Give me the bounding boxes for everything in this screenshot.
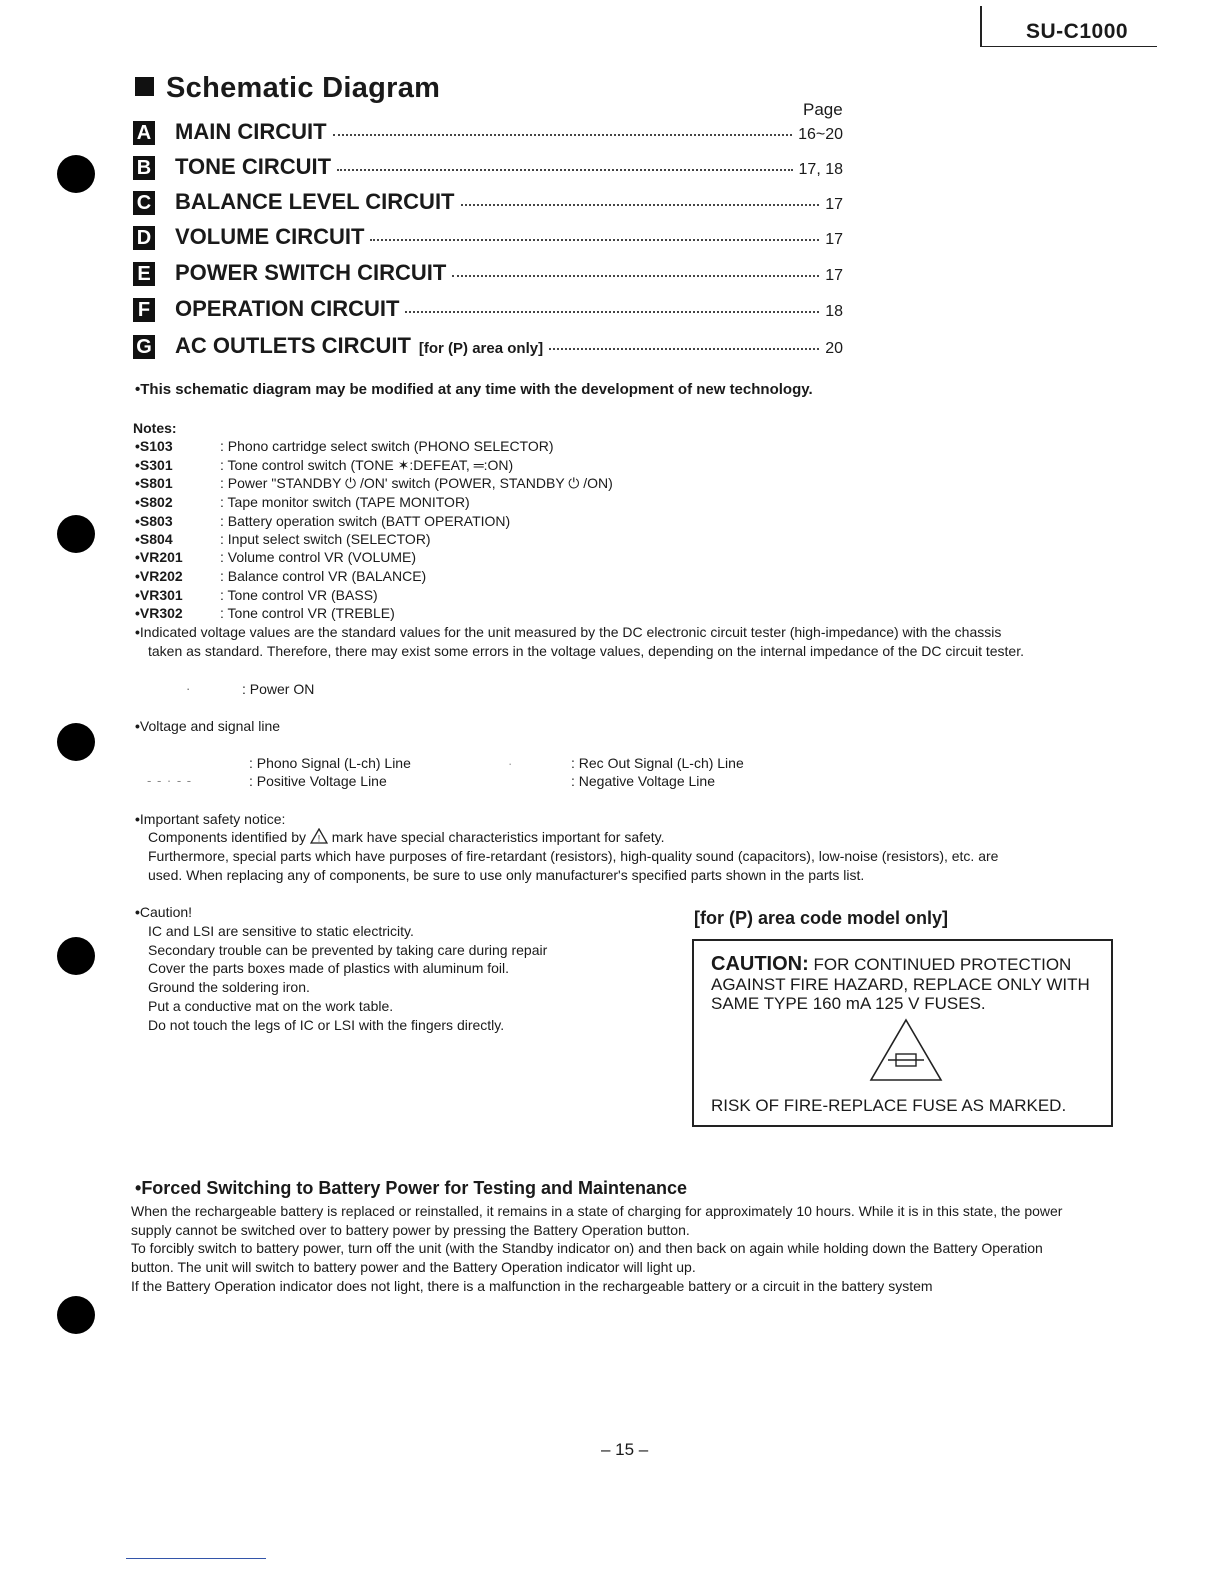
- caution-title: • Caution!: [135, 903, 192, 922]
- toc-page: 17, 18: [798, 161, 843, 178]
- fuse-caution-line2: AGAINST FIRE HAZARD, REPLACE ONLY WITH: [711, 975, 1090, 994]
- toc-row[interactable]: [133, 119, 843, 149]
- note-item: [135, 531, 431, 549]
- letter-f-icon: F: [133, 298, 155, 322]
- toc-page: 17: [825, 196, 843, 213]
- toc-leader-dots: [370, 239, 819, 241]
- rec-out-signal-line: : Rec Out Signal (L-ch) Line: [571, 755, 744, 771]
- toc-sublabel: [for (P) area only]: [418, 340, 544, 357]
- p-area-heading: [for (P) area code model only]: [694, 908, 949, 928]
- note-desc: : Balance control VR (BALANCE): [220, 568, 427, 584]
- footer-rule: [126, 1558, 266, 1559]
- toc-label: BALANCE LEVEL CIRCUIT: [175, 189, 455, 214]
- forced-switch-line: supply cannot be switched over to battery power by pressing the Battery Operation button.: [131, 1222, 690, 1238]
- note-desc: : Power "STANDBY ⏻ /ON' switch (POWER, STANDBY ⏻ /ON): [220, 475, 613, 491]
- toc-page: 16~20: [798, 126, 843, 143]
- fuse-caution-line1: [711, 953, 1071, 976]
- caution-line: IC and LSI are sensitive to static electricity.: [148, 923, 414, 939]
- caution-line: Do not touch the legs of IC or LSI with the fingers directly.: [148, 1017, 505, 1033]
- caution-rest: FOR CONTINUED PROTECTION: [813, 955, 1072, 974]
- page-number: – 15 –: [601, 1440, 649, 1459]
- fuse-caution-line3: SAME TYPE 160 mA 125 V FUSES.: [711, 994, 986, 1013]
- letter-g-icon: G: [133, 335, 155, 359]
- page-title-text: Schematic Diagram: [166, 72, 441, 104]
- note-key: • VR201: [135, 549, 220, 565]
- toc-page: 20: [825, 340, 843, 357]
- note-desc: : Volume control VR (VOLUME): [220, 549, 417, 565]
- toc-label: VOLUME CIRCUIT: [175, 224, 365, 249]
- forced-switch-title: • Forced Switching to Battery Power for Testing and Maintenance: [135, 1178, 687, 1199]
- note-desc: : Tape monitor switch (TAPE MONITOR): [220, 494, 470, 510]
- warning-triangle-icon: [310, 828, 328, 844]
- letter-c-icon: C: [133, 191, 155, 215]
- forced-switch-line: button. The unit will switch to battery power and the Battery Operation indicator will light up.: [131, 1259, 696, 1275]
- toc-leader-dots: [549, 348, 819, 350]
- toc-label: OPERATION CIRCUIT: [175, 296, 400, 321]
- rec-out-line-symbol-icon: ·: [508, 756, 513, 771]
- safety-line1-pre: Components identified by: [148, 829, 306, 845]
- note-key: • VR202: [135, 568, 220, 584]
- toc-label: MAIN CIRCUIT: [175, 119, 327, 144]
- safety-line1: [148, 828, 665, 847]
- toc-label: POWER SWITCH CIRCUIT: [175, 260, 447, 285]
- note-key: • VR301: [135, 587, 220, 603]
- note-desc: : Tone control VR (BASS): [220, 587, 378, 603]
- toc-label: AC OUTLETS CIRCUIT: [175, 333, 411, 358]
- toc-page-header: Page: [803, 100, 843, 119]
- note-item: [135, 475, 613, 493]
- fuse-risk-text: RISK OF FIRE-REPLACE FUSE AS MARKED.: [711, 1096, 1067, 1115]
- positive-voltage-line: : Positive Voltage Line: [249, 773, 387, 789]
- negative-voltage-line: : Negative Voltage Line: [571, 773, 715, 789]
- note-desc: : Tone control VR (TREBLE): [220, 605, 395, 621]
- note-item: [135, 457, 513, 475]
- toc-row[interactable]: [133, 189, 843, 219]
- note-item: [135, 494, 470, 512]
- note-key: • S803: [135, 513, 220, 529]
- toc-label: TONE CIRCUIT: [175, 154, 332, 179]
- voltage-note-line1: • Indicated voltage values are the standard values for the unit measured by the DC electronic circuit tester (high-impedance) with the chassis: [135, 623, 1135, 642]
- toc-leader-dots: [452, 275, 819, 277]
- caution-line: Cover the parts boxes made of plastics with aluminum foil.: [148, 960, 510, 976]
- toc-page: 17: [825, 231, 843, 248]
- note-item: [135, 549, 416, 567]
- note-key: • S301: [135, 457, 220, 473]
- note-key: • S804: [135, 531, 220, 547]
- svg-text:!: !: [317, 833, 321, 844]
- punch-hole: [57, 1296, 95, 1334]
- letter-e-icon: E: [133, 262, 155, 286]
- toc-row[interactable]: [133, 296, 843, 326]
- forced-switch-line: When the rechargeable battery is replaced or reinstalled, it remains in a state of charging for approximately 10 hours. While it is in this state, the power: [131, 1203, 1063, 1219]
- note-key: • S103: [135, 438, 220, 454]
- punch-hole: [57, 515, 95, 553]
- square-bullet-icon: [135, 77, 154, 96]
- voltage-note-line2: taken as standard. Therefore, there may exist some errors in the voltage values, depending on the internal impedance of the DC circuit tester.: [148, 643, 1024, 659]
- note-desc: : Tone control switch (TONE ✶:DEFEAT, ═:ON): [220, 457, 514, 473]
- modify-note: • This schematic diagram may be modified at any time with the development of new technology.: [135, 381, 813, 398]
- forced-switch-line: To forcibly switch to battery power, turn off the unit (with the Standby indicator on) and then back on again while holding down the Battery Operation: [131, 1240, 1043, 1256]
- toc-page: 18: [825, 303, 843, 320]
- fuse-warning-icon: [869, 1018, 943, 1082]
- note-key: • S801: [135, 475, 220, 491]
- forced-switch-line: If the Battery Operation indicator does not light, there is a malfunction in the rechargeable battery or a circuit in the battery system: [131, 1278, 933, 1294]
- note-desc: : Input select switch (SELECTOR): [220, 531, 431, 547]
- note-desc: : Phono cartridge select switch (PHONO SELECTOR): [220, 438, 554, 454]
- letter-b-icon: B: [133, 156, 155, 180]
- power-on-label: : Power ON: [242, 681, 315, 697]
- caution-line: Secondary trouble can be prevented by taking care during repair: [148, 942, 548, 958]
- note-item: [135, 513, 510, 531]
- toc-row[interactable]: [133, 224, 843, 254]
- toc-row[interactable]: [133, 260, 843, 290]
- caution-line: Put a conductive mat on the work table.: [148, 998, 394, 1014]
- toc-page: 17: [825, 267, 843, 284]
- toc-row[interactable]: [133, 333, 843, 363]
- safety-title: • Important safety notice:: [135, 810, 285, 829]
- toc-row[interactable]: [133, 154, 843, 184]
- phono-signal-line: : Phono Signal (L-ch) Line: [249, 755, 411, 771]
- caution-word: CAUTION:: [711, 953, 809, 975]
- note-desc: : Battery operation switch (BATT OPERATION): [220, 513, 511, 529]
- punch-hole: [57, 155, 95, 193]
- note-key: • VR302: [135, 605, 220, 621]
- signal-lines-title: • Voltage and signal line: [135, 717, 280, 736]
- toc-leader-dots: [337, 169, 792, 171]
- page-title: [135, 72, 440, 105]
- toc-leader-dots: [461, 204, 820, 206]
- power-on-symbol-icon: ·: [186, 681, 191, 696]
- note-item: [135, 605, 395, 623]
- positive-line-symbol-icon: - - · - -: [147, 773, 193, 788]
- safety-line3: used. When replacing any of components, be sure to use only manufacturer's specified parts shown in the parts list.: [148, 867, 865, 883]
- note-item: [135, 568, 426, 586]
- punch-hole: [57, 937, 95, 975]
- letter-a-icon: A: [133, 121, 155, 145]
- note-key: • S802: [135, 494, 220, 510]
- model-number: SU-C1000: [1026, 20, 1129, 43]
- note-item: [135, 438, 554, 456]
- punch-hole: [57, 723, 95, 761]
- notes-title: Notes:: [133, 420, 177, 436]
- safety-line1-post: mark have special characteristics important for safety.: [331, 829, 665, 845]
- toc-leader-dots: [333, 134, 793, 136]
- safety-line2: Furthermore, special parts which have purposes of fire-retardant (resistors), high-quality sound (capacitors), low-noise (resistors), etc. are: [148, 848, 999, 864]
- note-item: [135, 587, 378, 605]
- caution-line: Ground the soldering iron.: [148, 979, 310, 995]
- letter-d-icon: D: [133, 226, 155, 250]
- toc-leader-dots: [405, 311, 819, 313]
